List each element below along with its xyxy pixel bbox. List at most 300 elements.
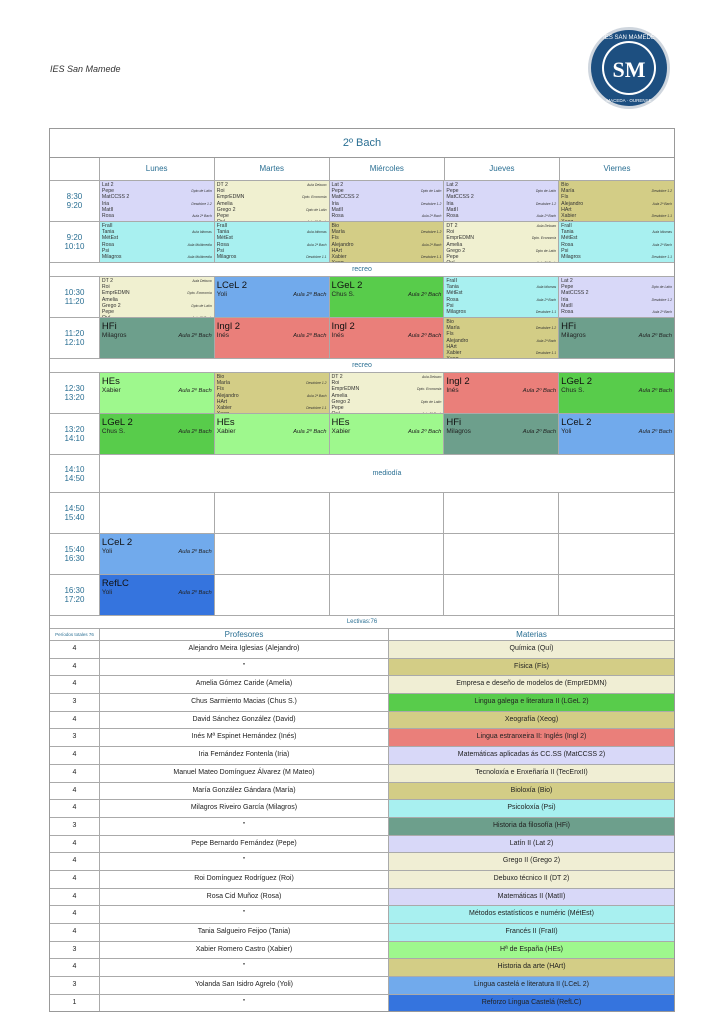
line-room: Aula Debuxo [421, 375, 442, 379]
line-room: Desdobre 1.2 [651, 297, 672, 302]
line-text: MatII [446, 206, 458, 213]
class-line [217, 254, 327, 260]
class-cell [444, 414, 559, 454]
summary-header [50, 629, 674, 641]
line-text: Alejandro [331, 241, 354, 248]
period-row [50, 493, 674, 534]
line-text: Iria [331, 200, 339, 207]
class-detail [102, 387, 212, 395]
period-row [50, 575, 674, 616]
line-text [561, 219, 573, 221]
line-text: EmprEDMN [216, 194, 245, 201]
subject-name: Lingua galega e literatura II (LGeL 2) [389, 694, 674, 711]
time-end: 15:40 [64, 513, 85, 522]
class-line [332, 213, 442, 219]
line-text: Pepe [446, 188, 459, 195]
total-periods: 4 [50, 924, 100, 941]
total-periods: 1 [50, 995, 100, 1012]
class-line [561, 219, 672, 221]
line-text: MétEst [561, 235, 578, 242]
total-periods: 4 [50, 906, 100, 923]
line-text: Amelia [446, 241, 463, 248]
line-room: Desdobre 1.2 [191, 201, 212, 206]
line-text: Iria [561, 296, 569, 303]
line-room: Dpto de Latín [421, 189, 442, 194]
line-room: Desdobre 1.1 [421, 255, 442, 260]
summary-row [50, 659, 674, 677]
subject-name: Bioloxía (Bio) [389, 783, 674, 800]
line-room [537, 260, 557, 262]
room-label: Aula 2º Bach [293, 429, 327, 435]
time-cell [50, 277, 100, 317]
line-text: Milagros [446, 309, 466, 316]
line-text: Amelia [101, 296, 118, 303]
empty-cell [444, 493, 559, 533]
subject-name: Química (Quí) [389, 641, 674, 658]
line-text: María [446, 325, 460, 332]
teacher-name: Pepe Bernardo Fernández (Pepe) [100, 836, 389, 853]
time-start: 16:30 [64, 586, 85, 595]
line-room: Aula Multimedia [187, 255, 212, 260]
class-cell [100, 373, 215, 413]
summary-row [50, 712, 674, 730]
line-text: Milagros [101, 254, 122, 261]
summary-row [50, 676, 674, 694]
line-text: Pepe [561, 284, 574, 291]
subject-label: HFi [101, 321, 117, 332]
teacher-name: " [100, 995, 389, 1012]
class-cell [444, 373, 559, 413]
empty-cell [215, 575, 330, 615]
summary-row [50, 800, 674, 818]
class-cell [215, 277, 330, 317]
line-room [307, 219, 327, 221]
subject-name: Física (Fís) [389, 659, 674, 676]
line-text: MatCCSS 2 [561, 290, 589, 297]
class-detail [332, 332, 442, 340]
teacher-name: Amelia Gómez Caride (Amelia) [100, 676, 389, 693]
line-text: HArt [446, 343, 457, 350]
class-cell [330, 373, 445, 413]
teacher-label: Chus S. [101, 428, 126, 435]
subject-label: HFi [446, 417, 462, 428]
subject-name: Psicoloxía (Psi) [389, 800, 674, 817]
subject-name: Empresa e deseño de modelos de (EmprEDMN) [389, 676, 674, 693]
line-text: Pepe [331, 405, 344, 412]
period-row [50, 318, 674, 359]
line-text: Amelia [331, 392, 348, 399]
summary-row [50, 924, 674, 942]
time-start: 11:20 [64, 329, 85, 338]
empty-cell [559, 493, 674, 533]
time-end: 14:50 [64, 473, 85, 483]
line-room: Aula 2ª Bach [421, 242, 442, 247]
room-label: Aula 2º Bach [178, 333, 212, 339]
summary-row [50, 818, 674, 836]
time-start: 10:30 [64, 288, 85, 297]
line-text: Xabier [331, 254, 347, 261]
summary-row [50, 906, 674, 924]
line-text: Roi [101, 284, 110, 291]
subject-name: Matemáticas II (MatII) [389, 889, 674, 906]
subject-label: RefLC [101, 578, 129, 589]
corner-cell [50, 158, 100, 180]
class-cell [444, 222, 559, 262]
subject-name: Historia da arte (HArt) [389, 959, 674, 976]
line-text: FraII [446, 278, 458, 284]
class-cell [100, 181, 215, 221]
room-label: Aula 2º Bach [407, 292, 442, 298]
line-text: MatCCSS 2 [446, 194, 474, 201]
line-text: FraII [101, 223, 113, 229]
total-periods: 4 [50, 765, 100, 782]
line-text: Psi [561, 247, 569, 254]
empty-cell [559, 534, 674, 574]
subject-name: Xeografía (Xeog) [389, 712, 674, 729]
summary-row [50, 853, 674, 871]
line-room: Desdobre 1.2 [421, 201, 442, 206]
line-text [102, 315, 110, 317]
teacher-label: Yoli [101, 589, 113, 596]
teacher-name: Chus Sarmiento Macias (Chus S.) [100, 694, 389, 711]
total-periods: 3 [50, 942, 100, 959]
line-text: MétEst [446, 290, 463, 297]
class-detail [102, 589, 212, 597]
teacher-label: Xabier [101, 387, 121, 394]
line-text: DT 2 [446, 223, 458, 229]
class-line [446, 309, 556, 315]
class-cell [330, 414, 445, 454]
line-text [446, 356, 458, 358]
schedule-grid [50, 181, 674, 616]
teacher-label: Chus S. [561, 387, 585, 394]
line-text: MétEst [101, 235, 119, 242]
class-cell [330, 222, 445, 262]
empty-cell [215, 493, 330, 533]
room-label: Aula 2º Bach [638, 429, 672, 435]
class-cell [559, 277, 674, 317]
teacher-name: David Sánchez González (David) [100, 712, 389, 729]
page-title: 2º Bach [50, 129, 674, 158]
class-detail [561, 387, 672, 395]
class-cell [559, 181, 674, 221]
room-label: Aula 2º Bach [293, 292, 327, 298]
class-line [102, 315, 212, 317]
summary-row [50, 995, 674, 1012]
line-text: MatCCSS 2 [331, 194, 359, 201]
room-label: Aula 2º Bach [407, 429, 442, 435]
class-cell [215, 222, 330, 262]
lectivas-total: Lectivas:76 [50, 616, 674, 629]
summary-row [50, 729, 674, 747]
subject-label: LCeL 2 [561, 417, 592, 428]
time-end: 12:10 [64, 338, 85, 347]
line-room: Aula Multimedia [187, 242, 212, 247]
line-room: Desdobre 1.2 [535, 326, 557, 331]
class-line [561, 309, 672, 315]
time-end: 13:20 [64, 393, 85, 402]
line-text [217, 219, 225, 221]
line-text: DT 2 [216, 182, 228, 188]
time-end: 9:20 [66, 201, 83, 210]
break-row: recreo [50, 263, 674, 277]
period-row [50, 414, 674, 455]
teacher-label: Xabier [216, 428, 236, 435]
class-cell [559, 318, 674, 358]
line-room: Aula 2ª Bach [192, 214, 212, 219]
class-cell [330, 277, 445, 317]
line-text: Grego 2 [101, 302, 121, 309]
total-periods: 4 [50, 889, 100, 906]
line-room: Aula 2ª Bach [536, 214, 557, 219]
line-text: Xabier [216, 405, 232, 412]
summary-row [50, 641, 674, 659]
line-text: Iria [446, 200, 454, 207]
class-detail [561, 332, 672, 340]
time-end: 14:10 [64, 434, 85, 443]
total-periods: 3 [50, 977, 100, 994]
line-room: Aula Debuxo [307, 183, 327, 187]
line-room: Dpto de Latín [421, 399, 442, 404]
summary-row [50, 694, 674, 712]
time-cell [50, 181, 100, 221]
subject-name: Tecnoloxía e Enxeñaría II (TecEnxII) [389, 765, 674, 782]
empty-cell [444, 534, 559, 574]
line-text: EmprEDMN [101, 290, 130, 297]
line-text: Pepe [101, 188, 115, 195]
empty-cell [559, 575, 674, 615]
line-text: Rosa [101, 213, 115, 220]
teacher-name: Manuel Mateo Domínguez Álvarez (M Mateo) [100, 765, 389, 782]
total-periods: 4 [50, 800, 100, 817]
line-room: Aula Idiomas [192, 230, 212, 235]
teacher-label: Inés [216, 332, 230, 339]
line-text: Lat 2 [561, 278, 573, 284]
summary-row [50, 747, 674, 765]
teacher-label: Milagros [101, 332, 127, 339]
line-text: María [561, 188, 575, 195]
class-cell [100, 534, 215, 574]
summary-row [50, 836, 674, 854]
room-label: Aula 2º Bach [178, 429, 212, 435]
class-line [217, 219, 327, 221]
line-text: DT 2 [331, 374, 343, 380]
class-line [332, 411, 442, 413]
time-end: 10:10 [64, 242, 85, 251]
time-cell [50, 575, 100, 615]
line-text: Roi [331, 380, 340, 387]
time-start: 15:40 [64, 545, 85, 554]
line-text: Lat 2 [331, 182, 344, 188]
line-text: Psi [101, 247, 110, 254]
col-subjects: Materias [516, 630, 547, 639]
teacher-label: Inés [331, 332, 344, 339]
line-room: Dpto. Economía [302, 195, 327, 200]
subject-label: Ingl 2 [331, 321, 355, 332]
teacher-label: Milagros [446, 428, 471, 435]
line-room: Aula 2ª Bach [307, 242, 327, 247]
period-row [50, 534, 674, 575]
time-cell [50, 534, 100, 574]
teacher-name: Yolanda San Isidro Agrelo (Yoli) [100, 977, 389, 994]
line-text: Rosa [331, 213, 344, 220]
teacher-name: " [100, 906, 389, 923]
line-room: Dpto. Economía [417, 387, 442, 392]
line-text: Tania [101, 229, 115, 236]
time-cell [50, 493, 100, 533]
line-text: MatII [101, 206, 114, 213]
subject-label: HFi [561, 321, 576, 332]
line-room: Dpto de Latín [191, 303, 212, 308]
col-total: Períodos totales 76 [50, 629, 100, 640]
line-text: María [216, 380, 230, 387]
class-line [217, 411, 327, 413]
subject-label: LGeL 2 [331, 280, 363, 291]
line-text: Grego 2 [331, 398, 351, 405]
time-start: 8:30 [66, 192, 83, 201]
class-detail [446, 428, 556, 436]
subject-name: Latín II (Lat 2) [389, 836, 674, 853]
line-room: Desdobre 1.1 [651, 214, 672, 219]
teacher-name: Iria Fernández Fontenla (Iria) [100, 747, 389, 764]
lunch-row [50, 455, 674, 493]
line-room: Desdobre 1.1 [535, 310, 557, 315]
line-room: Desdobre 1.2 [651, 189, 672, 194]
line-text: Tania [561, 229, 574, 236]
class-cell [330, 318, 445, 358]
class-detail [217, 428, 327, 436]
lunch-label: mediodía [372, 470, 402, 477]
period-row [50, 373, 674, 414]
line-room: Desdobre 1.1 [535, 351, 557, 356]
day-tuesday: Martes [215, 158, 330, 180]
line-text: Alejandro [446, 337, 469, 344]
room-label: Aula 2º Bach [178, 590, 212, 596]
line-room: Dpto de Latín [191, 189, 212, 194]
teacher-label: Chus S. [331, 291, 355, 298]
teacher-label: Yoli [216, 291, 227, 298]
line-text: Tania [446, 284, 459, 291]
room-label: Aula 2º Bach [638, 388, 672, 394]
line-text: Xabier [446, 350, 462, 357]
day-wednesday: Miércoles [330, 158, 445, 180]
line-room: Aula 2ª Bach [652, 242, 672, 247]
line-room: Desdobre 1.2 [306, 381, 327, 386]
line-text: Psi [446, 302, 454, 309]
line-text: EmprEDMN [331, 386, 360, 393]
line-text: Rosa [561, 241, 574, 248]
period-row [50, 222, 674, 263]
class-cell [100, 318, 215, 358]
class-cell [444, 318, 559, 358]
line-text: Rosa [216, 241, 229, 248]
line-text: Lat 2 [101, 182, 114, 188]
period-row [50, 181, 674, 222]
line-text: MatII [561, 302, 573, 309]
line-room: Aula Idiomas [306, 230, 327, 235]
line-text: Milagros [561, 254, 581, 261]
line-text: Alejandro [216, 392, 239, 399]
line-room: Desdobre 1.1 [306, 255, 327, 260]
time-start: 14:10 [64, 464, 85, 474]
line-room: Desdobre 1.1 [651, 255, 672, 260]
empty-cell [215, 534, 330, 574]
day-friday: Viernes [603, 164, 631, 173]
total-periods: 4 [50, 836, 100, 853]
line-room: Aula 2ª Bach [307, 393, 327, 398]
line-text: María [331, 229, 345, 236]
subject-label: HEs [101, 376, 120, 387]
subject-name: Reforzo Lingua Castelá (RefLC) [389, 995, 674, 1012]
line-text: Pepe [446, 254, 459, 261]
line-room: Aula Idiomas [536, 285, 557, 290]
class-cell [100, 222, 215, 262]
break-row: recreo [50, 359, 674, 373]
subject-name: Hª de España (HEs) [389, 942, 674, 959]
line-room: Aula 2ª Bach [421, 214, 442, 219]
empty-cell [330, 493, 445, 533]
time-start: 14:50 [64, 504, 85, 513]
line-text: FraII [561, 223, 572, 229]
class-cell [100, 277, 215, 317]
room-label: Aula 2º Bach [522, 429, 557, 435]
teacher-name: " [100, 959, 389, 976]
subject-name: Debuxo técnico II (DT 2) [389, 871, 674, 888]
class-line [446, 260, 556, 262]
class-line [332, 260, 442, 262]
line-text: Fís [331, 235, 339, 242]
class-cell [559, 222, 674, 262]
empty-cell [330, 575, 445, 615]
summary-table [50, 641, 674, 1011]
summary-row [50, 977, 674, 995]
teacher-name: " [100, 818, 389, 835]
class-cell [559, 414, 674, 454]
logo-monogram: SM [612, 57, 646, 82]
total-periods: 3 [50, 694, 100, 711]
room-label: Aula 2º Bach [178, 549, 212, 555]
class-detail [332, 428, 442, 436]
class-cell [215, 414, 330, 454]
time-start: 9:20 [66, 233, 83, 242]
subject-name: Lingua castelá e literatura II (LCeL 2) [389, 977, 674, 994]
summary-row [50, 889, 674, 907]
class-detail [102, 428, 212, 436]
line-text: Rosa [446, 296, 459, 303]
line-text: Lat 2 [446, 182, 458, 188]
line-text: Pepe [216, 213, 229, 220]
line-text: Bio [446, 319, 454, 325]
line-room: Aula Debuxo [192, 279, 212, 283]
line-text: MatCCSS 2 [101, 194, 130, 201]
total-periods: 4 [50, 659, 100, 676]
teacher-label: Xabier [331, 428, 351, 435]
class-cell [100, 414, 215, 454]
line-text: Psi [216, 247, 224, 254]
line-text: Rosa [561, 309, 574, 316]
school-logo [587, 26, 671, 110]
teacher-label: Inés [446, 387, 459, 394]
line-text: Tania [216, 229, 230, 236]
line-text: Roi [446, 229, 455, 236]
line-room: Dpto de Latín [651, 285, 672, 290]
line-text: Alejandro [561, 200, 584, 207]
teacher-name: Alejandro Meira Iglesias (Alejandro) [100, 641, 389, 658]
class-line [102, 213, 212, 219]
total-periods: 4 [50, 641, 100, 658]
class-detail [332, 291, 442, 299]
line-room: Aula 2ª Bach [652, 201, 672, 206]
